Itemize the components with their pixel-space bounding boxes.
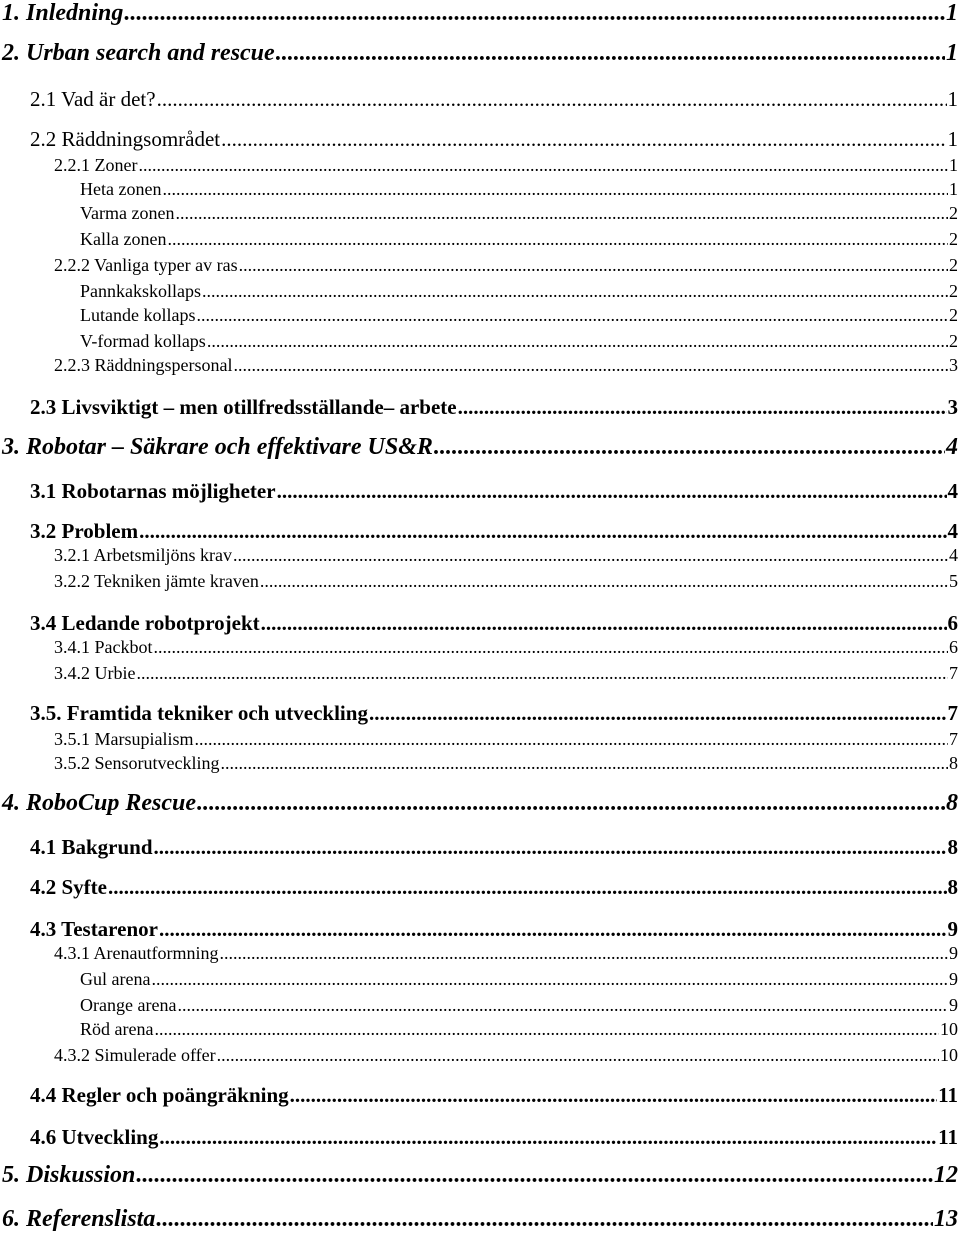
toc-page-number: 2: [949, 281, 958, 301]
toc-entry-label: Orange arena: [80, 995, 177, 1015]
dot-leader: [136, 1162, 933, 1189]
toc-entry[interactable]: [54, 355, 958, 376]
toc-entry[interactable]: [2, 1162, 958, 1190]
toc-page-number: 9: [949, 995, 958, 1015]
toc-entry[interactable]: [30, 1125, 958, 1149]
toc-entry[interactable]: [30, 519, 958, 543]
dot-leader: [167, 229, 948, 250]
dot-leader: [162, 179, 948, 200]
dot-leader: [139, 519, 946, 544]
toc-entry-label: 4. RoboCup Rescue: [2, 790, 197, 816]
toc-page-number: 13: [934, 1206, 958, 1232]
toc-entry[interactable]: [54, 943, 958, 964]
toc-entry-label: 3.5.2 Sensorutveckling: [54, 753, 220, 773]
toc-page-number: 6: [947, 611, 958, 635]
toc-page-number: 11: [938, 1083, 958, 1107]
toc-entry-label: Lutande kollaps: [80, 305, 196, 325]
toc-entry[interactable]: [80, 305, 958, 326]
toc-entry-label: 4.1 Bakgrund: [30, 835, 153, 859]
toc-entry-label: Kalla zonen: [80, 229, 167, 249]
toc-entry-label: 2.3 Livsviktigt – men otillfredsställande– arbete: [30, 395, 457, 419]
dot-leader: [197, 790, 945, 817]
dot-leader: [290, 1083, 938, 1108]
toc-entry[interactable]: [54, 729, 958, 750]
toc-entry[interactable]: [30, 917, 958, 941]
toc-entry[interactable]: [54, 753, 958, 774]
toc-page-number: 9: [949, 943, 958, 963]
toc-page-number: 4: [946, 434, 958, 460]
dot-leader: [260, 571, 948, 592]
toc-entry[interactable]: [30, 479, 958, 503]
toc-page-number: 4: [949, 545, 958, 565]
dot-leader: [207, 331, 948, 352]
toc-entry[interactable]: [30, 127, 958, 151]
toc-entry-label: 4.4 Regler och poängräkning: [30, 1083, 289, 1107]
toc-entry-label: 2.1 Vad är det?: [30, 87, 156, 111]
toc-page-number: 1: [947, 87, 958, 111]
toc-page-number: 9: [947, 917, 958, 941]
toc-entry-label: 6. Referenslista: [2, 1206, 156, 1232]
toc-entry[interactable]: [30, 87, 958, 111]
dot-leader: [239, 255, 948, 276]
toc-page-number: 10: [940, 1019, 958, 1039]
dot-leader: [154, 835, 947, 860]
dot-leader: [159, 1125, 937, 1150]
dot-leader: [175, 203, 948, 224]
toc-entry[interactable]: [30, 1083, 958, 1107]
toc-page-number: 3: [949, 355, 958, 375]
toc-entry[interactable]: [2, 0, 958, 28]
toc-page-number: 4: [947, 519, 958, 543]
dot-leader: [221, 127, 946, 152]
dot-leader: [124, 0, 945, 27]
dot-leader: [219, 943, 948, 964]
dot-leader: [154, 1019, 939, 1040]
dot-leader: [151, 969, 948, 990]
dot-leader: [458, 395, 947, 420]
dot-leader: [195, 729, 949, 750]
toc-page-number: 1: [949, 179, 958, 199]
toc-entry[interactable]: [80, 281, 958, 302]
dot-leader: [276, 40, 945, 67]
dot-leader: [434, 434, 945, 461]
toc-entry-label: 4.3.2 Simulerade offer: [54, 1045, 216, 1065]
toc-entry-label: 5. Diskussion: [2, 1162, 136, 1188]
toc-entry[interactable]: [30, 395, 958, 419]
toc-page-number: 2: [949, 255, 958, 275]
toc-entry-label: 3.5. Framtida tekniker och utveckling: [30, 701, 368, 725]
toc-entry-label: 3.2.1 Arbetsmiljöns krav: [54, 545, 232, 565]
toc-entry[interactable]: [30, 835, 958, 859]
toc-entry-label: 3.4.2 Urbie: [54, 663, 136, 683]
toc-entry[interactable]: [2, 790, 958, 818]
dot-leader: [233, 355, 948, 376]
toc-entry[interactable]: [54, 545, 958, 566]
dot-leader: [277, 479, 947, 504]
toc-page-number: 7: [947, 701, 958, 725]
dot-leader: [136, 663, 948, 684]
toc-entry-label: 3.2 Problem: [30, 519, 139, 543]
toc-page-number: 11: [938, 1125, 958, 1149]
dot-leader: [154, 637, 949, 658]
toc-entry[interactable]: [80, 969, 958, 990]
dot-leader: [202, 281, 948, 302]
toc-entry-label: Varma zonen: [80, 203, 175, 223]
toc-page-number: 2: [949, 331, 958, 351]
toc-entry-label: 3. Robotar – Säkrare och effektivare US&R: [2, 434, 433, 460]
dot-leader: [108, 875, 947, 900]
toc-page-number: 2: [949, 203, 958, 223]
dot-leader: [233, 545, 948, 566]
toc-entry[interactable]: [54, 637, 958, 658]
toc-entry-label: 2.2 Räddningsområdet: [30, 127, 221, 151]
toc-page-number: 1: [946, 40, 958, 66]
toc-entry[interactable]: [80, 179, 958, 200]
toc-entry[interactable]: [30, 611, 958, 635]
toc-entry[interactable]: [54, 1045, 958, 1066]
toc-entry[interactable]: [80, 331, 958, 352]
toc-entry-label: 3.1 Robotarnas möjligheter: [30, 479, 276, 503]
toc-page-number: 8: [946, 790, 958, 816]
toc-entry-label: 2.2.1 Zoner: [54, 155, 138, 175]
toc-page-number: 8: [947, 875, 958, 899]
toc-entry-label: 2.2.3 Räddningspersonal: [54, 355, 233, 375]
toc-page-number: 4: [947, 479, 958, 503]
toc-page-number: 6: [949, 637, 958, 657]
toc-page-number: 10: [940, 1045, 958, 1065]
toc-entry-label: 4.3 Testarenor: [30, 917, 158, 941]
toc-entry-label: 2. Urban search and rescue: [2, 40, 275, 66]
toc-page-number: 3: [947, 395, 958, 419]
toc-entry[interactable]: [30, 701, 958, 725]
dot-leader: [156, 1206, 933, 1233]
toc-entry-label: V-formad kollaps: [80, 331, 206, 351]
toc-entry[interactable]: [80, 1019, 958, 1040]
toc-page-number: 2: [949, 305, 958, 325]
toc-entry[interactable]: [2, 40, 958, 68]
toc-page-number: 2: [949, 229, 958, 249]
toc-entry[interactable]: [54, 571, 958, 592]
dot-leader: [261, 611, 947, 636]
toc-entry-label: 1. Inledning: [2, 0, 124, 26]
toc-entry-label: Heta zonen: [80, 179, 162, 199]
toc-page-number: 7: [949, 729, 958, 749]
toc-entry-label: 3.4.1 Packbot: [54, 637, 153, 657]
toc-page-number: 7: [949, 663, 958, 683]
toc-entry-label: Pannkakskollaps: [80, 281, 201, 301]
dot-leader: [217, 1045, 939, 1066]
toc-page-number: 8: [949, 753, 958, 773]
toc-entry-label: 3.4 Ledande robotprojekt: [30, 611, 260, 635]
toc-entry[interactable]: [54, 155, 958, 176]
toc-entry-label: 4.2 Syfte: [30, 875, 107, 899]
toc-page-number: 9: [949, 969, 958, 989]
toc-entry-label: 3.2.2 Tekniken jämte kraven: [54, 571, 259, 591]
toc-entry[interactable]: [30, 875, 958, 899]
toc-page-number: 12: [934, 1162, 958, 1188]
toc-page-number: 1: [949, 155, 958, 175]
toc-entry[interactable]: [80, 995, 958, 1016]
toc-entry[interactable]: [2, 1206, 958, 1234]
toc-entry[interactable]: [54, 255, 958, 276]
toc-entry-label: 3.5.1 Marsupialism: [54, 729, 194, 749]
toc-entry-label: Gul arena: [80, 969, 151, 989]
dot-leader: [369, 701, 947, 726]
toc-entry[interactable]: [2, 434, 958, 462]
toc-page-number: 5: [949, 571, 958, 591]
dot-leader: [220, 753, 948, 774]
toc-entry[interactable]: [80, 203, 958, 224]
toc-entry-label: 2.2.2 Vanliga typer av ras: [54, 255, 238, 275]
dot-leader: [177, 995, 948, 1016]
dot-leader: [196, 305, 948, 326]
toc-page-number: 1: [947, 127, 958, 151]
toc-entry[interactable]: [80, 229, 958, 250]
toc-page-number: 8: [947, 835, 958, 859]
toc-entry[interactable]: [54, 663, 958, 684]
toc-entry-label: 4.3.1 Arenautformning: [54, 943, 219, 963]
toc-entry-label: Röd arena: [80, 1019, 154, 1039]
dot-leader: [159, 917, 947, 942]
toc-page-number: 1: [946, 0, 958, 26]
dot-leader: [138, 155, 948, 176]
toc-entry-label: 4.6 Utveckling: [30, 1125, 159, 1149]
dot-leader: [157, 87, 947, 112]
